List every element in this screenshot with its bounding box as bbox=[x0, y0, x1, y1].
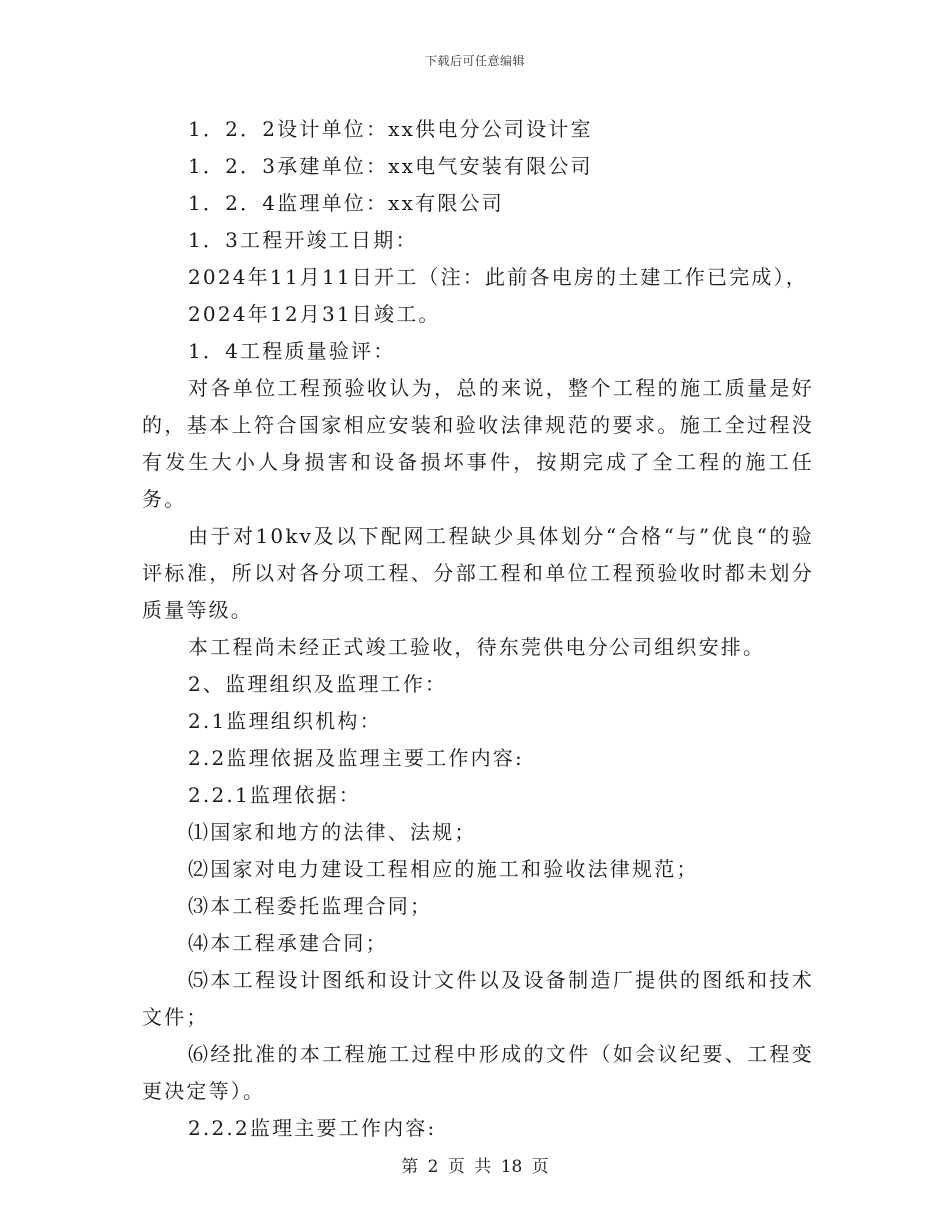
paragraph-quality-heading: 1．4工程质量验评： bbox=[188, 339, 396, 363]
paragraph-evaluation-standard: 由于对10kv及以下配网工程缺少具体划分“合格“与”优良“的验评标准，所以对各分项工程、分部工程和单位工程预验收时都未划分质量等级。 bbox=[142, 524, 814, 622]
paragraph-construction-unit: 1．2．3承建单位：xx电气安装有限公司 bbox=[188, 154, 593, 178]
section-heading-organization: 2.1监理组织机构： bbox=[188, 709, 382, 733]
paragraph-design-unit: 1．2．2设计单位：xx供电分公司设计室 bbox=[188, 117, 593, 141]
list-item-3: ⑶本工程委托监理合同； bbox=[188, 894, 433, 918]
paragraph-final-acceptance: 本工程尚未经正式竣工验收，待东莞供电分公司组织安排。 bbox=[188, 635, 766, 659]
paragraph-completion-date: 2024年12月31日竣工。 bbox=[188, 302, 441, 326]
list-item-6: ⑹经批准的本工程施工过程中形成的文件（如会议纪要、工程变更决定等）。 bbox=[142, 1042, 814, 1103]
paragraph-supervision-unit: 1．2．4监理单位：xx有限公司 bbox=[188, 191, 504, 215]
list-item-4: ⑷本工程承建合同； bbox=[188, 931, 388, 955]
section-heading-basis-content: 2.2监理依据及监理主要工作内容: bbox=[188, 746, 524, 770]
page-number: 第 2 页 共 18 页 bbox=[401, 1157, 549, 1177]
list-item-2: ⑵国家对电力建设工程相应的施工和验收法律规范； bbox=[188, 857, 699, 881]
paragraph-schedule-heading: 1．3工程开竣工日期： bbox=[188, 228, 418, 252]
section-heading-basis: 2.2.1监理依据： bbox=[188, 783, 361, 807]
paragraph-quality-assessment: 对各单位工程预验收认为，总的来说，整个工程的施工质量是好的，基本上符合国家相应安装和验收法律规范的要求。施工全过程没有发生大小人身损害和设备损坏事件，按期完成了全工程的施工任务。 bbox=[142, 376, 814, 511]
paragraph-start-date: 2024年11月11日开工（注：此前各电房的土建工作已完成）， bbox=[188, 265, 808, 289]
document-body bbox=[142, 111, 814, 1147]
page-header-note: 下载后可任意编辑 bbox=[424, 54, 525, 68]
section-heading-supervision: 2、监理组织及监理工作： bbox=[188, 672, 448, 696]
list-item-5: ⑸本工程设计图纸和设计文件以及设备制造厂提供的图纸和技术文件； bbox=[142, 968, 814, 1029]
section-heading-main-work: 2.2.2监理主要工作内容: bbox=[188, 1116, 437, 1140]
list-item-1: ⑴国家和地方的法律、法规； bbox=[188, 820, 477, 844]
